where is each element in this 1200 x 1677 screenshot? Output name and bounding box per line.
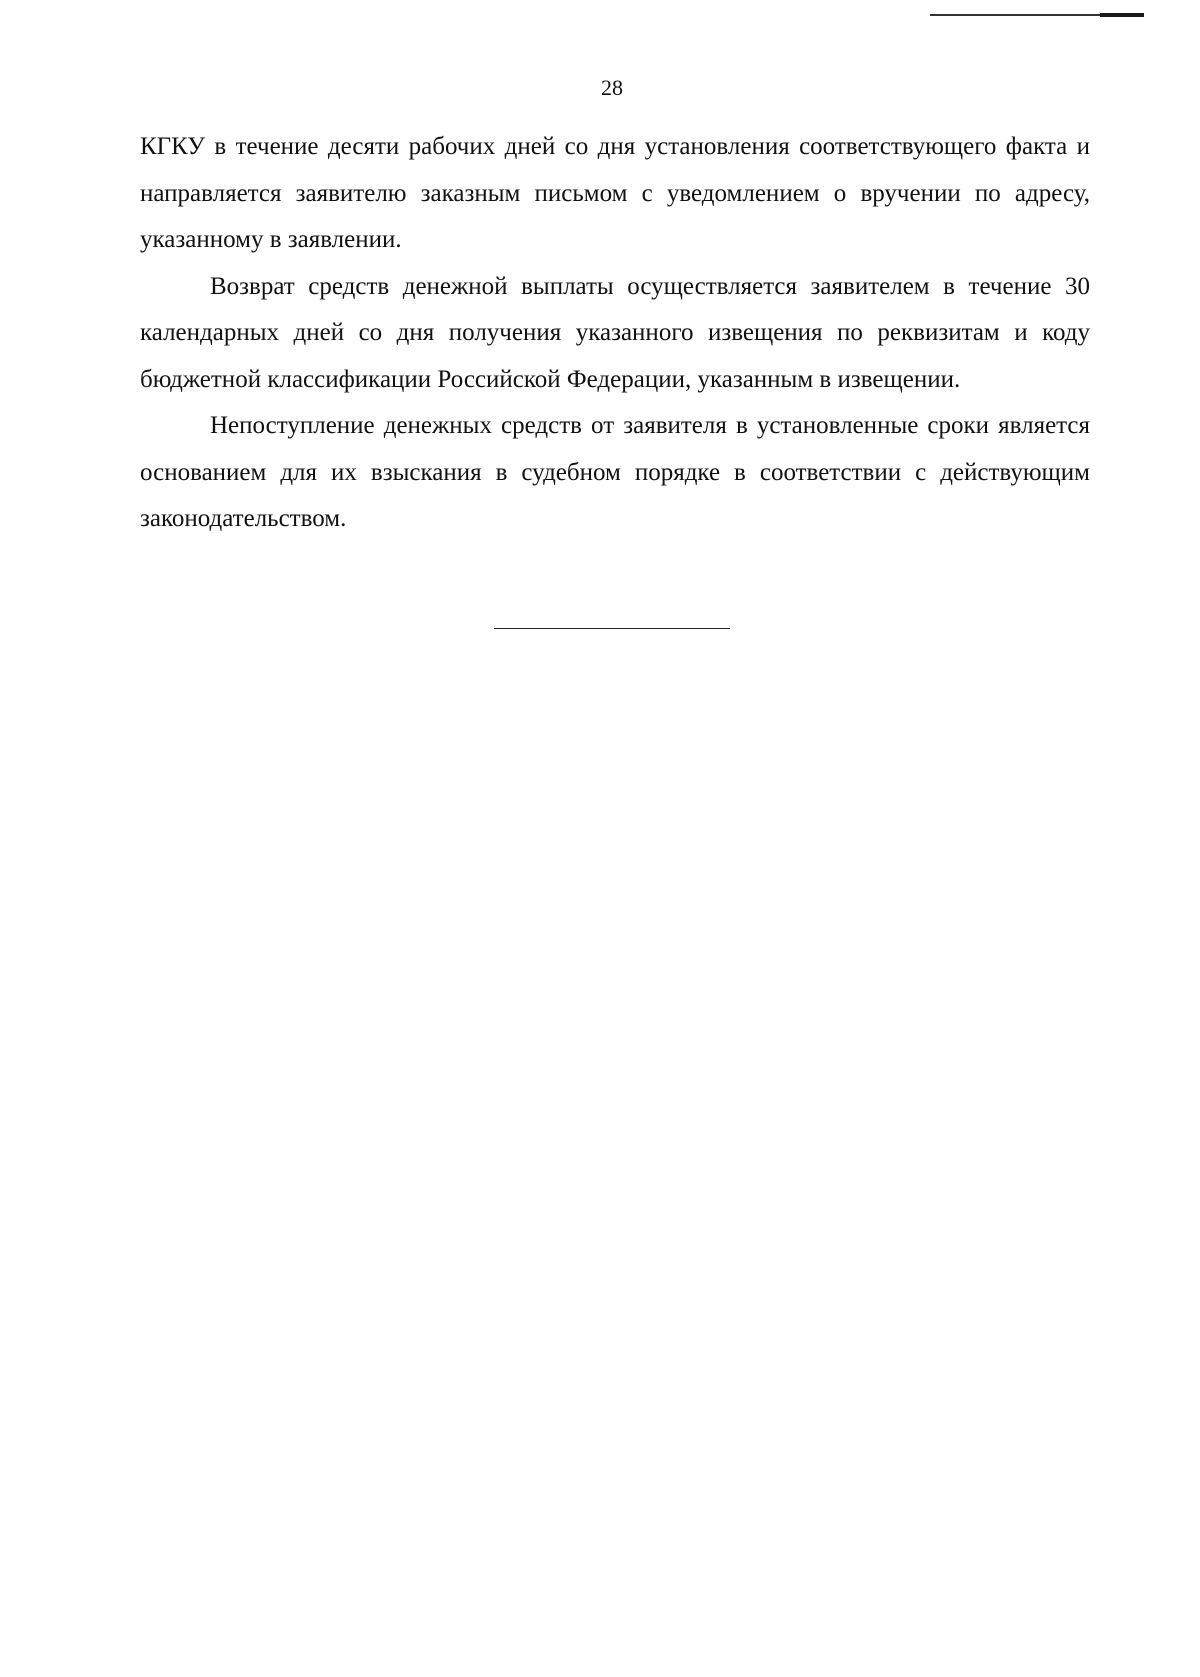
paragraph-continuation: КГКУ в течение десяти рабочих дней со дня установления соответствующего факта и направляется заявителю заказным письмом с уведомлением о вручении по адресу, указанному в заявлении. bbox=[140, 133, 1090, 253]
paragraph-refund: Возврат средств денежной выплаты осуществляется заявителем в течение 30 календарных дней со дня получения указанного извещения по реквизитам и коду бюджетной классификации Российской Федерации, указанным в извещении. bbox=[140, 272, 1090, 393]
header-rule-mark bbox=[1100, 13, 1144, 17]
paragraph-recovery: Непоступление денежных средств от заявителя в установленные сроки является основанием для их взыскания в судебном порядке в соответствии с действующим законодательством. bbox=[140, 412, 1090, 532]
page-number: 28 bbox=[601, 75, 623, 100]
document-body bbox=[140, 124, 1090, 543]
closing-rule bbox=[494, 628, 730, 629]
